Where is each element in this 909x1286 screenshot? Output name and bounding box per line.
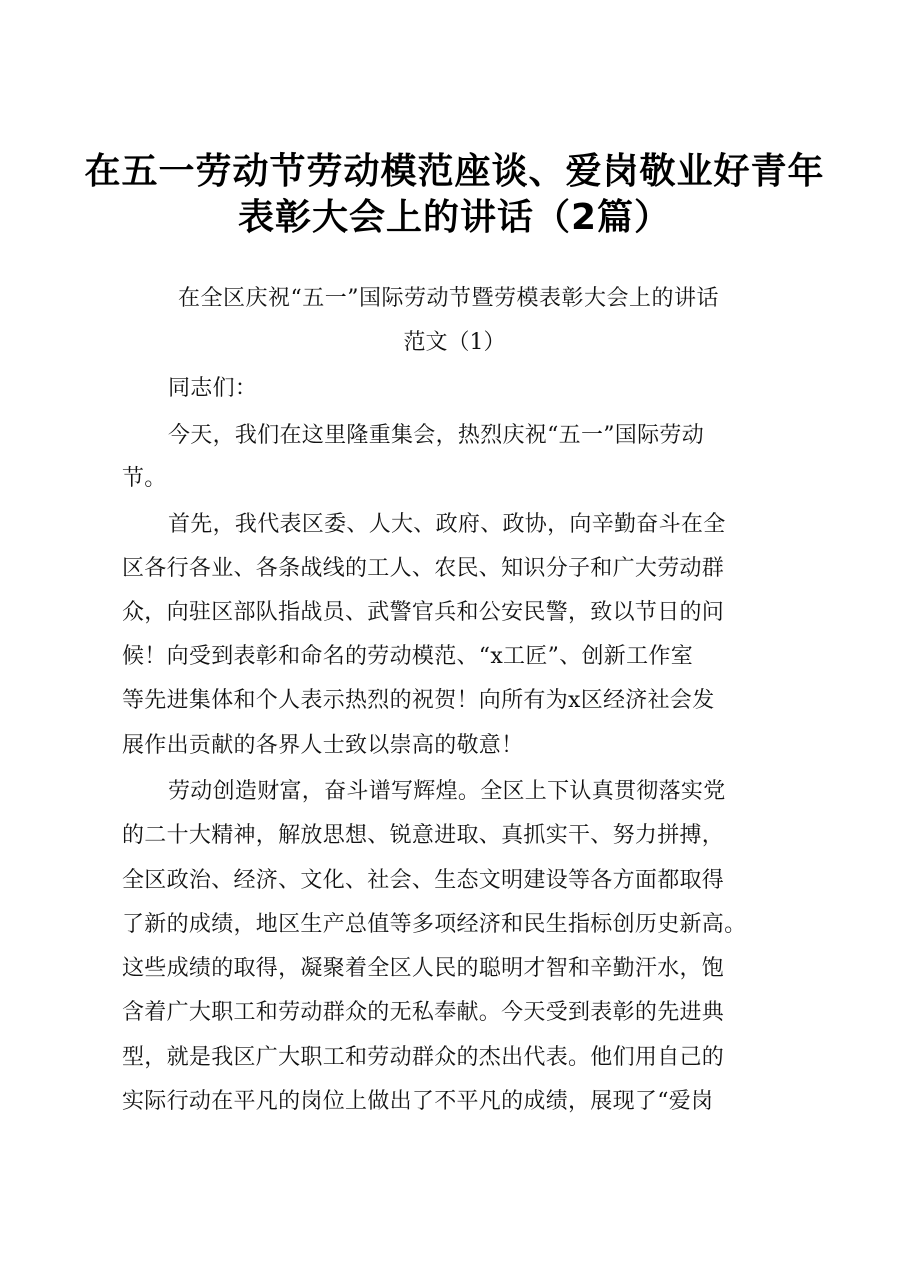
body-line: 的二十大精神，解放思想、锐意进取、真抓实干、努力拼搏，: [122, 823, 725, 848]
speech-subtitle-line-2: 范文（1）: [403, 330, 506, 355]
body-line: 首先，我代表区委、人大、政府、政协，向辛勤奋斗在全: [168, 512, 726, 537]
body-line: 众，向驻区部队指战员、武警官兵和公安民警，致以节日的问: [122, 600, 725, 625]
body-line: 实际行动在平凡的岗位上做出了不平凡的成绩，展现了“爱岗: [122, 1089, 714, 1114]
body-line: 全区政治、经济、文化、社会、生态文明建设等各方面都取得: [122, 868, 725, 893]
body-line: 展作出贡献的各界人士致以崇高的敬意！: [122, 733, 524, 758]
document-title-line-2: 表彰大会上的讲话（2篇）: [237, 197, 672, 238]
document-title-line-1: 在五一劳动节劳动模范座谈、爱岗敬业好青年: [84, 151, 825, 192]
body-line: 节。: [122, 466, 167, 491]
body-line: 区各行各业、各条战线的工人、农民、知识分子和广大劳动群: [122, 556, 725, 581]
body-line: 劳动创造财富，奋斗谱写辉煌。全区上下认真贯彻落实党: [168, 779, 726, 804]
body-line: 这些成绩的取得，凝聚着全区人民的聪明才智和辛勤汗水，饱: [122, 956, 725, 981]
speech-subtitle-line-1: 在全区庆祝“五一”国际劳动节暨劳模表彰大会上的讲话: [178, 286, 719, 311]
body-line: 候！向受到表彰和命名的劳动模范、“x工匠”、创新工作室: [122, 644, 694, 669]
body-line: 了新的成绩，地区生产总值等多项经济和民生指标创历史新高。: [122, 912, 747, 937]
body-line: 含着广大职工和劳动群众的无私奉献。今天受到表彰的先进典: [122, 1000, 725, 1025]
salutation: 同志们：: [168, 376, 258, 401]
body-line: 型，就是我区广大职工和劳动群众的杰出代表。他们用自己的: [122, 1045, 725, 1070]
body-line: 今天，我们在这里隆重集会，热烈庆祝“五一”国际劳动: [168, 423, 704, 448]
body-line: 等先进集体和个人表示热烈的祝贺！向所有为x区经济社会发: [122, 688, 715, 713]
